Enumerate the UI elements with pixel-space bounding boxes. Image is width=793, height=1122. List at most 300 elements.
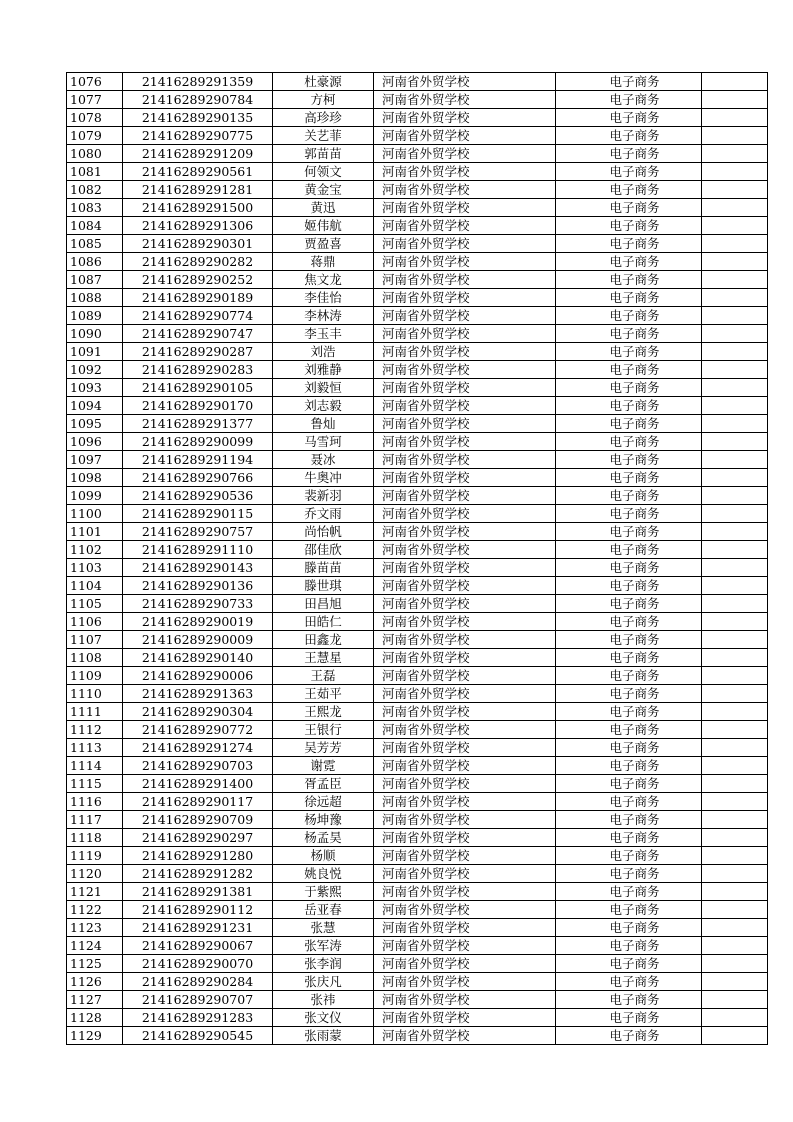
- row-number: 1093: [67, 379, 123, 397]
- student-name: 裴新羽: [273, 487, 374, 505]
- school-name: 河南省外贸学校: [374, 469, 556, 487]
- blank-cell: [702, 181, 768, 199]
- table-row: [67, 253, 768, 271]
- exam-id: 21416289290115: [123, 505, 273, 523]
- row-number: 1111: [67, 703, 123, 721]
- blank-cell: [702, 883, 768, 901]
- blank-cell: [702, 325, 768, 343]
- school-name: 河南省外贸学校: [374, 1009, 556, 1027]
- blank-cell: [702, 865, 768, 883]
- student-name: 胥孟臣: [273, 775, 374, 793]
- table-row: [67, 379, 768, 397]
- major-name: 电子商务: [556, 289, 702, 307]
- student-table: [66, 72, 768, 1045]
- school-name: 河南省外贸学校: [374, 577, 556, 595]
- school-name: 河南省外贸学校: [374, 361, 556, 379]
- table-row: [67, 595, 768, 613]
- student-name: 刘雅静: [273, 361, 374, 379]
- school-name: 河南省外贸学校: [374, 991, 556, 1009]
- blank-cell: [702, 127, 768, 145]
- major-name: 电子商务: [556, 109, 702, 127]
- table-row: [67, 235, 768, 253]
- exam-id: 21416289290709: [123, 811, 273, 829]
- major-name: 电子商务: [556, 829, 702, 847]
- blank-cell: [702, 109, 768, 127]
- table-row: [67, 433, 768, 451]
- school-name: 河南省外贸学校: [374, 505, 556, 523]
- major-name: 电子商务: [556, 775, 702, 793]
- school-name: 河南省外贸学校: [374, 901, 556, 919]
- exam-id: 21416289290707: [123, 991, 273, 1009]
- exam-id: 21416289290304: [123, 703, 273, 721]
- school-name: 河南省外贸学校: [374, 1027, 556, 1045]
- student-name: 蒋鼎: [273, 253, 374, 271]
- major-name: 电子商务: [556, 217, 702, 235]
- row-number: 1118: [67, 829, 123, 847]
- row-number: 1089: [67, 307, 123, 325]
- student-name: 于紫熙: [273, 883, 374, 901]
- school-name: 河南省外贸学校: [374, 73, 556, 91]
- school-name: 河南省外贸学校: [374, 595, 556, 613]
- school-name: 河南省外贸学校: [374, 451, 556, 469]
- major-name: 电子商务: [556, 955, 702, 973]
- student-name: 滕世琪: [273, 577, 374, 595]
- exam-id: 21416289290170: [123, 397, 273, 415]
- row-number: 1087: [67, 271, 123, 289]
- table-row: [67, 307, 768, 325]
- blank-cell: [702, 73, 768, 91]
- row-number: 1092: [67, 361, 123, 379]
- table-row: [67, 91, 768, 109]
- major-name: 电子商务: [556, 703, 702, 721]
- blank-cell: [702, 235, 768, 253]
- exam-id: 21416289291381: [123, 883, 273, 901]
- major-name: 电子商务: [556, 361, 702, 379]
- student-name: 徐远超: [273, 793, 374, 811]
- school-name: 河南省外贸学校: [374, 91, 556, 109]
- student-name: 田昌旭: [273, 595, 374, 613]
- blank-cell: [702, 433, 768, 451]
- row-number: 1101: [67, 523, 123, 541]
- row-number: 1098: [67, 469, 123, 487]
- table-row: [67, 109, 768, 127]
- row-number: 1082: [67, 181, 123, 199]
- row-number: 1076: [67, 73, 123, 91]
- exam-id: 21416289290784: [123, 91, 273, 109]
- blank-cell: [702, 379, 768, 397]
- table-row: [67, 145, 768, 163]
- table-row: [67, 937, 768, 955]
- student-name: 张李润: [273, 955, 374, 973]
- major-name: 电子商务: [556, 271, 702, 289]
- major-name: 电子商务: [556, 505, 702, 523]
- student-name: 张祎: [273, 991, 374, 1009]
- student-name: 张雨蒙: [273, 1027, 374, 1045]
- blank-cell: [702, 595, 768, 613]
- blank-cell: [702, 1027, 768, 1045]
- exam-id: 21416289291274: [123, 739, 273, 757]
- row-number: 1128: [67, 1009, 123, 1027]
- student-name: 王慧星: [273, 649, 374, 667]
- blank-cell: [702, 847, 768, 865]
- exam-id: 21416289291363: [123, 685, 273, 703]
- student-name: 刘志毅: [273, 397, 374, 415]
- exam-id: 21416289291280: [123, 847, 273, 865]
- table-row: [67, 397, 768, 415]
- student-name: 姚良悦: [273, 865, 374, 883]
- row-number: 1123: [67, 919, 123, 937]
- blank-cell: [702, 541, 768, 559]
- exam-id: 21416289290561: [123, 163, 273, 181]
- student-name: 王银行: [273, 721, 374, 739]
- school-name: 河南省外贸学校: [374, 109, 556, 127]
- row-number: 1109: [67, 667, 123, 685]
- blank-cell: [702, 613, 768, 631]
- exam-id: 21416289290006: [123, 667, 273, 685]
- exam-id: 21416289291281: [123, 181, 273, 199]
- blank-cell: [702, 631, 768, 649]
- blank-cell: [702, 397, 768, 415]
- row-number: 1099: [67, 487, 123, 505]
- major-name: 电子商务: [556, 523, 702, 541]
- school-name: 河南省外贸学校: [374, 775, 556, 793]
- table-row: [67, 469, 768, 487]
- exam-id: 21416289290252: [123, 271, 273, 289]
- row-number: 1091: [67, 343, 123, 361]
- student-name: 李玉丰: [273, 325, 374, 343]
- major-name: 电子商务: [556, 559, 702, 577]
- table-row: [67, 361, 768, 379]
- row-number: 1112: [67, 721, 123, 739]
- school-name: 河南省外贸学校: [374, 397, 556, 415]
- blank-cell: [702, 955, 768, 973]
- student-name: 滕苗苗: [273, 559, 374, 577]
- student-name: 田鑫龙: [273, 631, 374, 649]
- blank-cell: [702, 217, 768, 235]
- school-name: 河南省外贸学校: [374, 541, 556, 559]
- school-name: 河南省外贸学校: [374, 127, 556, 145]
- school-name: 河南省外贸学校: [374, 289, 556, 307]
- table-row: [67, 505, 768, 523]
- exam-id: 21416289290775: [123, 127, 273, 145]
- school-name: 河南省外贸学校: [374, 739, 556, 757]
- major-name: 电子商务: [556, 91, 702, 109]
- major-name: 电子商务: [556, 649, 702, 667]
- student-name: 李佳怡: [273, 289, 374, 307]
- table-row: [67, 523, 768, 541]
- major-name: 电子商务: [556, 433, 702, 451]
- row-number: 1127: [67, 991, 123, 1009]
- table-row: [67, 163, 768, 181]
- table-row: [67, 1009, 768, 1027]
- school-name: 河南省外贸学校: [374, 973, 556, 991]
- blank-cell: [702, 703, 768, 721]
- exam-id: 21416289291194: [123, 451, 273, 469]
- blank-cell: [702, 487, 768, 505]
- school-name: 河南省外贸学校: [374, 415, 556, 433]
- row-number: 1120: [67, 865, 123, 883]
- exam-id: 21416289290019: [123, 613, 273, 631]
- blank-cell: [702, 577, 768, 595]
- exam-id: 21416289290284: [123, 973, 273, 991]
- blank-cell: [702, 775, 768, 793]
- student-name: 杨孟昊: [273, 829, 374, 847]
- school-name: 河南省外贸学校: [374, 433, 556, 451]
- row-number: 1126: [67, 973, 123, 991]
- major-name: 电子商务: [556, 973, 702, 991]
- major-name: 电子商务: [556, 343, 702, 361]
- table-row: [67, 793, 768, 811]
- exam-id: 21416289290189: [123, 289, 273, 307]
- exam-id: 21416289290117: [123, 793, 273, 811]
- table-row: [67, 721, 768, 739]
- school-name: 河南省外贸学校: [374, 307, 556, 325]
- row-number: 1096: [67, 433, 123, 451]
- exam-id: 21416289290774: [123, 307, 273, 325]
- major-name: 电子商务: [556, 1027, 702, 1045]
- blank-cell: [702, 649, 768, 667]
- school-name: 河南省外贸学校: [374, 217, 556, 235]
- major-name: 电子商务: [556, 379, 702, 397]
- major-name: 电子商务: [556, 937, 702, 955]
- blank-cell: [702, 991, 768, 1009]
- exam-id: 21416289290287: [123, 343, 273, 361]
- table-row: [67, 73, 768, 91]
- school-name: 河南省外贸学校: [374, 685, 556, 703]
- row-number: 1080: [67, 145, 123, 163]
- table-body: [67, 73, 768, 1045]
- major-name: 电子商务: [556, 397, 702, 415]
- major-name: 电子商务: [556, 163, 702, 181]
- school-name: 河南省外贸学校: [374, 847, 556, 865]
- school-name: 河南省外贸学校: [374, 487, 556, 505]
- major-name: 电子商务: [556, 991, 702, 1009]
- school-name: 河南省外贸学校: [374, 667, 556, 685]
- exam-id: 21416289291209: [123, 145, 273, 163]
- exam-id: 21416289290112: [123, 901, 273, 919]
- exam-id: 21416289290140: [123, 649, 273, 667]
- exam-id: 21416289290772: [123, 721, 273, 739]
- table-row: [67, 703, 768, 721]
- blank-cell: [702, 307, 768, 325]
- blank-cell: [702, 289, 768, 307]
- blank-cell: [702, 973, 768, 991]
- blank-cell: [702, 145, 768, 163]
- row-number: 1107: [67, 631, 123, 649]
- table-row: [67, 667, 768, 685]
- student-name: 张军涛: [273, 937, 374, 955]
- student-name: 岳亚春: [273, 901, 374, 919]
- table-row: [67, 127, 768, 145]
- blank-cell: [702, 523, 768, 541]
- school-name: 河南省外贸学校: [374, 631, 556, 649]
- row-number: 1117: [67, 811, 123, 829]
- major-name: 电子商务: [556, 415, 702, 433]
- major-name: 电子商务: [556, 901, 702, 919]
- row-number: 1100: [67, 505, 123, 523]
- exam-id: 21416289290545: [123, 1027, 273, 1045]
- row-number: 1121: [67, 883, 123, 901]
- row-number: 1102: [67, 541, 123, 559]
- blank-cell: [702, 559, 768, 577]
- school-name: 河南省外贸学校: [374, 613, 556, 631]
- blank-cell: [702, 757, 768, 775]
- student-name: 乔文雨: [273, 505, 374, 523]
- major-name: 电子商务: [556, 577, 702, 595]
- major-name: 电子商务: [556, 181, 702, 199]
- school-name: 河南省外贸学校: [374, 559, 556, 577]
- table-row: [67, 217, 768, 235]
- table-row: [67, 631, 768, 649]
- exam-id: 21416289290105: [123, 379, 273, 397]
- school-name: 河南省外贸学校: [374, 703, 556, 721]
- student-name: 王磊: [273, 667, 374, 685]
- table-row: [67, 775, 768, 793]
- student-name: 贾盈喜: [273, 235, 374, 253]
- exam-id: 21416289290070: [123, 955, 273, 973]
- major-name: 电子商务: [556, 685, 702, 703]
- major-name: 电子商务: [556, 325, 702, 343]
- major-name: 电子商务: [556, 919, 702, 937]
- table-row: [67, 613, 768, 631]
- blank-cell: [702, 685, 768, 703]
- blank-cell: [702, 415, 768, 433]
- student-name: 聂冰: [273, 451, 374, 469]
- school-name: 河南省外贸学校: [374, 145, 556, 163]
- major-name: 电子商务: [556, 865, 702, 883]
- major-name: 电子商务: [556, 127, 702, 145]
- major-name: 电子商务: [556, 199, 702, 217]
- student-name: 何领文: [273, 163, 374, 181]
- student-name: 张慧: [273, 919, 374, 937]
- student-name: 刘浩: [273, 343, 374, 361]
- major-name: 电子商务: [556, 469, 702, 487]
- exam-id: 21416289291500: [123, 199, 273, 217]
- blank-cell: [702, 937, 768, 955]
- table-row: [67, 1027, 768, 1045]
- table-row: [67, 559, 768, 577]
- table-row: [67, 451, 768, 469]
- blank-cell: [702, 811, 768, 829]
- row-number: 1129: [67, 1027, 123, 1045]
- student-name: 谢霓: [273, 757, 374, 775]
- student-name: 马雪珂: [273, 433, 374, 451]
- student-name: 王茹平: [273, 685, 374, 703]
- blank-cell: [702, 739, 768, 757]
- student-name: 高珍珍: [273, 109, 374, 127]
- row-number: 1086: [67, 253, 123, 271]
- student-name: 关艺菲: [273, 127, 374, 145]
- blank-cell: [702, 919, 768, 937]
- blank-cell: [702, 343, 768, 361]
- row-number: 1083: [67, 199, 123, 217]
- exam-id: 21416289290135: [123, 109, 273, 127]
- blank-cell: [702, 253, 768, 271]
- table-row: [67, 901, 768, 919]
- student-name: 鲁灿: [273, 415, 374, 433]
- blank-cell: [702, 199, 768, 217]
- school-name: 河南省外贸学校: [374, 793, 556, 811]
- exam-id: 21416289290766: [123, 469, 273, 487]
- student-name: 杜豪源: [273, 73, 374, 91]
- major-name: 电子商务: [556, 487, 702, 505]
- school-name: 河南省外贸学校: [374, 829, 556, 847]
- school-name: 河南省外贸学校: [374, 649, 556, 667]
- table-row: [67, 955, 768, 973]
- major-name: 电子商务: [556, 883, 702, 901]
- exam-id: 21416289291283: [123, 1009, 273, 1027]
- student-name: 杨顺: [273, 847, 374, 865]
- roster-sheet: [66, 72, 768, 1045]
- student-name: 吴芳芳: [273, 739, 374, 757]
- exam-id: 21416289290009: [123, 631, 273, 649]
- exam-id: 21416289290282: [123, 253, 273, 271]
- student-name: 张庆凡: [273, 973, 374, 991]
- school-name: 河南省外贸学校: [374, 757, 556, 775]
- major-name: 电子商务: [556, 613, 702, 631]
- table-row: [67, 289, 768, 307]
- school-name: 河南省外贸学校: [374, 865, 556, 883]
- exam-id: 21416289290067: [123, 937, 273, 955]
- student-name: 黄金宝: [273, 181, 374, 199]
- row-number: 1084: [67, 217, 123, 235]
- school-name: 河南省外贸学校: [374, 325, 556, 343]
- exam-id: 21416289290747: [123, 325, 273, 343]
- student-name: 郭苗苗: [273, 145, 374, 163]
- major-name: 电子商务: [556, 253, 702, 271]
- exam-id: 21416289290297: [123, 829, 273, 847]
- school-name: 河南省外贸学校: [374, 955, 556, 973]
- table-row: [67, 847, 768, 865]
- student-name: 姬伟航: [273, 217, 374, 235]
- blank-cell: [702, 829, 768, 847]
- exam-id: 21416289290703: [123, 757, 273, 775]
- row-number: 1106: [67, 613, 123, 631]
- student-name: 王熙龙: [273, 703, 374, 721]
- school-name: 河南省外贸学校: [374, 343, 556, 361]
- school-name: 河南省外贸学校: [374, 811, 556, 829]
- student-name: 刘毅恒: [273, 379, 374, 397]
- exam-id: 21416289290536: [123, 487, 273, 505]
- major-name: 电子商务: [556, 757, 702, 775]
- major-name: 电子商务: [556, 739, 702, 757]
- exam-id: 21416289290283: [123, 361, 273, 379]
- table-row: [67, 883, 768, 901]
- row-number: 1094: [67, 397, 123, 415]
- major-name: 电子商务: [556, 145, 702, 163]
- table-row: [67, 757, 768, 775]
- table-row: [67, 991, 768, 1009]
- row-number: 1103: [67, 559, 123, 577]
- major-name: 电子商务: [556, 1009, 702, 1027]
- exam-id: 21416289290143: [123, 559, 273, 577]
- student-name: 邵佳欣: [273, 541, 374, 559]
- row-number: 1081: [67, 163, 123, 181]
- row-number: 1113: [67, 739, 123, 757]
- table-row: [67, 343, 768, 361]
- exam-id: 21416289291359: [123, 73, 273, 91]
- school-name: 河南省外贸学校: [374, 523, 556, 541]
- row-number: 1108: [67, 649, 123, 667]
- school-name: 河南省外贸学校: [374, 181, 556, 199]
- table-row: [67, 199, 768, 217]
- student-name: 李林涛: [273, 307, 374, 325]
- table-row: [67, 919, 768, 937]
- student-name: 尚怡帆: [273, 523, 374, 541]
- row-number: 1125: [67, 955, 123, 973]
- major-name: 电子商务: [556, 631, 702, 649]
- exam-id: 21416289290757: [123, 523, 273, 541]
